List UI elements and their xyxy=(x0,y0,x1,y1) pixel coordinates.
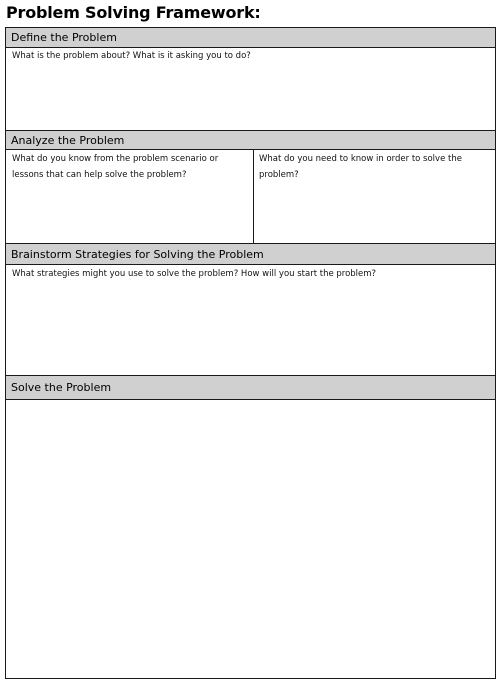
worksheet-frame xyxy=(5,27,496,679)
analyze-section-header: Analyze the Problem xyxy=(6,130,495,150)
brainstorm-prompt: What strategies might you use to solve the problem? How will you start the problem? xyxy=(12,269,377,279)
analyze-prompt-left: What do you know from the problem scenario or lessons that can help solve the problem? xyxy=(12,154,219,180)
page-title: Problem Solving Framework: xyxy=(6,3,261,22)
brainstorm-answer-area[interactable] xyxy=(6,282,495,375)
define-prompt: What is the problem about? What is it asking you to do? xyxy=(12,51,251,61)
analyze-prompt-right: What do you need to know in order to solve the problem? xyxy=(259,154,462,180)
analyze-column-divider xyxy=(253,150,254,243)
define-answer-area[interactable] xyxy=(6,64,495,130)
solve-answer-area[interactable] xyxy=(6,400,495,678)
brainstorm-section-header: Brainstorm Strategies for Solving the Problem xyxy=(6,243,495,265)
define-section-header: Define the Problem xyxy=(6,28,495,48)
solve-section-header: Solve the Problem xyxy=(6,375,495,400)
